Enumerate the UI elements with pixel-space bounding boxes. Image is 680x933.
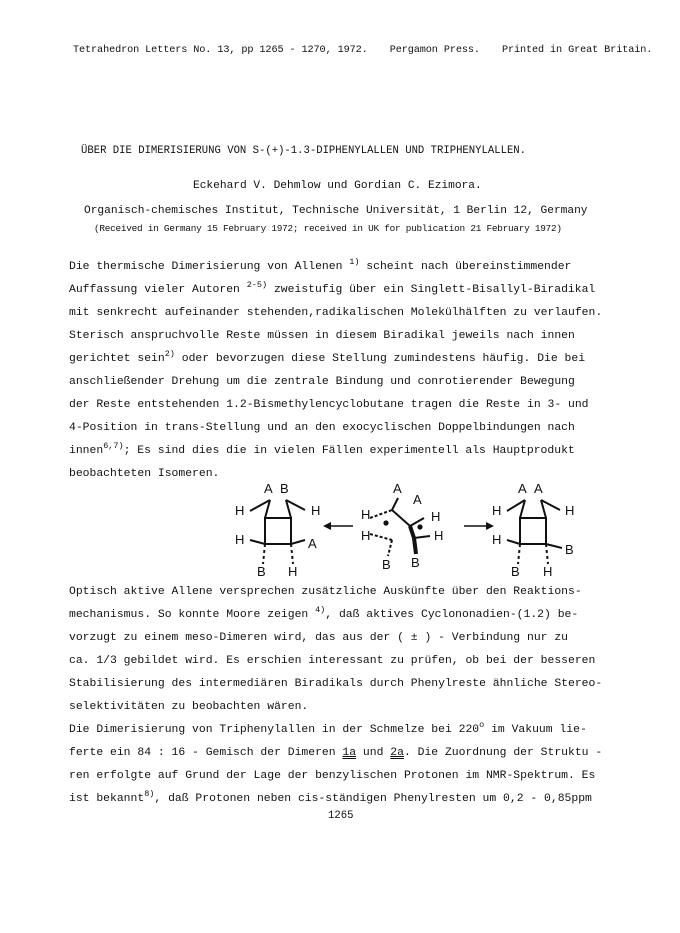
compound-ref-1a: 1a <box>342 747 357 759</box>
p1-line-4: Sterisch anspruchvolle Reste müssen in diesem Biradikal jeweils nach innen <box>69 330 575 342</box>
label-H: H <box>434 528 444 543</box>
right-dimer-structure <box>507 500 562 564</box>
p2-line-6: selektivitäten zu beobachten wären. <box>69 701 309 713</box>
received-dates: (Received in Germany 15 February 1972; received in UK for publication 21 February 1972) <box>94 223 562 234</box>
ref-superscript: 4) <box>315 605 326 615</box>
p3-line-2: ferte ein 84 : 16 - Gemisch der Dimeren 1a und 2a. Die Zuordnung der Struktu - <box>69 747 603 759</box>
printed-in: Printed in Great Britain. <box>501 45 653 56</box>
label-A: A <box>393 481 402 496</box>
compound-ref-2a: 2a <box>390 747 404 759</box>
p1-line-8: 4-Position in trans-Stellung und an den exocyclischen Doppelbindungen nach <box>69 422 575 434</box>
p1-line-10: beobachteten Isomeren. <box>69 468 220 480</box>
p1-line-3: mit senkrecht aufeinander stehenden,radikalischen Molekülhälften zu verlaufen. <box>69 307 603 319</box>
label-A: A <box>534 481 543 496</box>
label-H: H <box>492 503 502 518</box>
publisher: Pergamon Press. <box>389 45 480 56</box>
ref-superscript: 6,7) <box>103 441 124 451</box>
p1-line-5: gerichtet sein$^{2)}$ oder bevorzugen diese Stellung zumindestens häufig. Die bei <box>69 349 586 365</box>
paper-title: ÜBER DIE DIMERISIERUNG VON S-(+)-1.3-DIPHENYLALLEN UND TRIPHENYLALLEN. <box>81 145 527 157</box>
label-H: H <box>492 532 502 547</box>
label-B: B <box>280 481 289 496</box>
label-H: H <box>311 503 321 518</box>
label-A: A <box>518 481 527 496</box>
p3-line-1: Die Dimerisierung von Triphenylallen in der Schmelze bei 220$^o$ im Vakuum lie- <box>69 720 587 736</box>
label-H: H <box>288 564 298 578</box>
p2-line-1: Optisch aktive Allene versprechen zusätzliche Auskünfte über den Reaktions- <box>69 586 582 598</box>
authors: Eckehard V. Dehmlow und Gordian C. Ezimora. <box>193 180 482 192</box>
reaction-scheme <box>220 478 600 578</box>
ref-superscript: 8) <box>144 789 155 799</box>
label-A: A <box>308 536 317 551</box>
p3-line-3: ren erfolgte auf Grund der Lage der benzylischen Protonen im NMR-Spektrum. Es <box>69 770 596 782</box>
label-B: B <box>565 542 574 557</box>
left-dimer-structure <box>250 500 305 564</box>
label-A: A <box>264 481 273 496</box>
label-B: B <box>511 564 520 578</box>
label-H: H <box>361 528 371 543</box>
p1-line-7: der Reste entstehenden 1.2-Bismethylencyclobutane tragen die Reste in 3- und <box>69 399 589 411</box>
label-B: B <box>411 555 420 570</box>
label-B: B <box>257 564 266 578</box>
label-H: H <box>543 564 553 578</box>
p2-line-2: mechanismus. So konnte Moore zeigen $^{4)}$, daß aktives Cyclononadien-(1.2) be- <box>69 605 579 621</box>
ref-superscript: 1) <box>349 257 360 267</box>
affiliation: Organisch-chemisches Institut, Technische Universität, 1 Berlin 12, Germany <box>84 205 588 217</box>
p1-line-2: Auffassung vieler Autoren $^{2-5)}$ zweistufig über ein Singlett-Bisallyl-Biradikal <box>69 280 596 296</box>
ref-superscript: 2) <box>164 349 175 359</box>
p2-line-5: Stabilisierung des intermediären Biradikals durch Phenylreste ähnliche Stereo- <box>69 678 603 690</box>
label-B: B <box>382 557 391 572</box>
p3-line-4: ist bekannt$^{8)}$, daß Protonen neben cis-ständigen Phenylresten um 0,2 - 0,85ppm <box>69 789 592 805</box>
journal-citation: Tetrahedron Letters No. 13, pp 1265 - 1270, 1972. <box>73 45 368 56</box>
label-H: H <box>235 503 245 518</box>
p2-line-4: ca. 1/3 gebildet wird. Es erschien interessant zu prüfen, ob bei der besseren <box>69 655 596 667</box>
label-A: A <box>413 492 422 507</box>
label-H: H <box>361 507 371 522</box>
p2-line-3: vorzugt zu einem meso-Dimeren wird, das aus der ( ± ) - Verbindung nur zu <box>69 632 568 644</box>
degree-superscript: o <box>479 720 485 730</box>
label-H: H <box>431 509 441 524</box>
p1-line-6: anschließender Drehung um die zentrale Bindung und conrotierender Bewegung <box>69 376 575 388</box>
journal-header <box>73 46 652 56</box>
page-number: 1265 <box>328 810 354 822</box>
p1-line-9: innen$^{6,7)}$; Es sind dies die in vielen Fällen experimentell als Hauptprodukt <box>69 441 575 457</box>
ref-superscript: 2-5) <box>246 280 268 290</box>
p1-line-1: Die thermische Dimerisierung von Allenen $^{1)}$ scheint nach übereinstimmender <box>69 257 572 273</box>
label-H: H <box>565 503 575 518</box>
label-H: H <box>235 532 245 547</box>
